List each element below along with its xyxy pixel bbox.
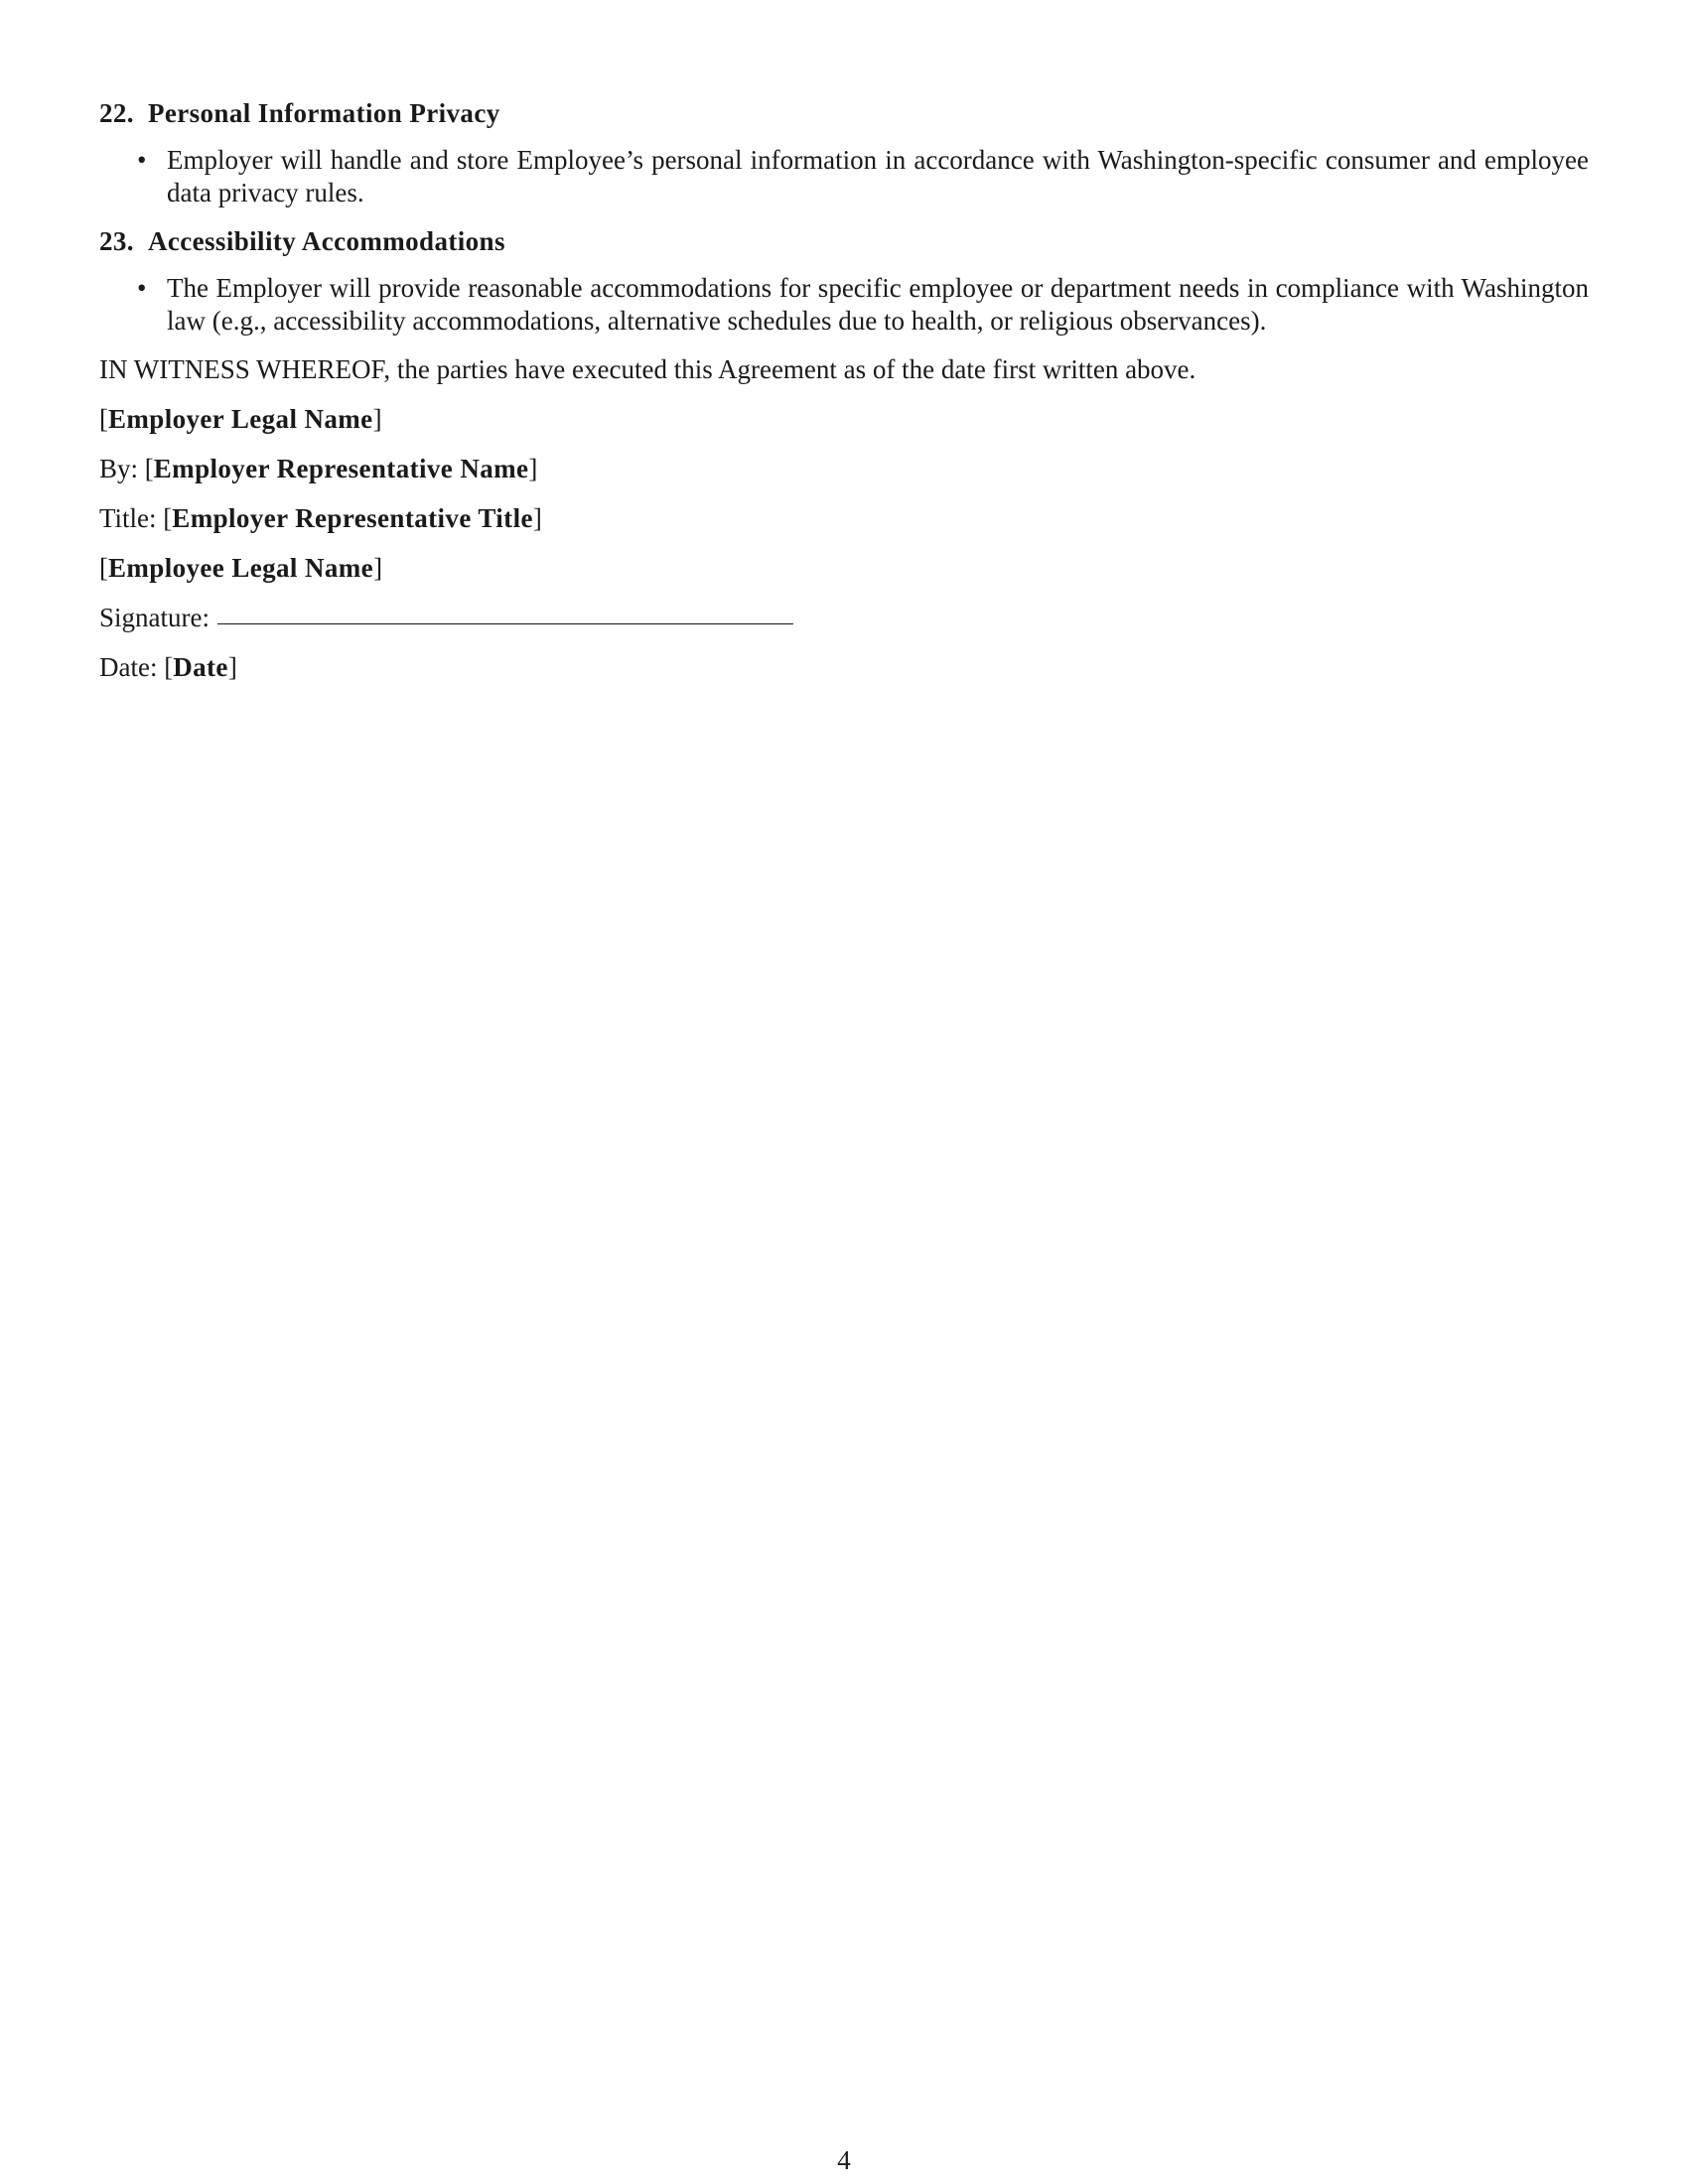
section-23-bullets (99, 272, 1589, 338)
bullet-text: Employer will handle and store Employee’s personal information in accordance with Washington-specific consumer and employee data privacy rules. (167, 145, 1589, 207)
employee-legal-name: Employee Legal Name (108, 553, 374, 583)
employer-representative-title: Employer Representative Title (172, 503, 533, 533)
employer-representative-name: Employer Representative Name (153, 454, 529, 483)
title-line: Title: [Employer Representative Title] (99, 503, 542, 533)
section-number: 23. (99, 226, 134, 256)
employee-name-line: [Employee Legal Name] (99, 553, 383, 583)
date-line: Date: [Date] (99, 652, 237, 682)
section-number: 22. (99, 98, 134, 128)
list-item (99, 144, 1589, 209)
section-22-heading (99, 97, 1589, 130)
document-page (99, 97, 1589, 701)
section-title: Accessibility Accommodations (147, 226, 505, 256)
section-22-bullets (99, 144, 1589, 209)
bullet-text: The Employer will provide reasonable accommodations for specific employee or department needs in compliance with Washington law (e.g., accessibility accommodations, alternative schedules due to health, or religious observances). (167, 273, 1589, 336)
section-title: Personal Information Privacy (147, 98, 500, 128)
bullet-icon: • (137, 145, 147, 175)
title-label: Title: (99, 503, 157, 533)
date-label: Date: (99, 652, 158, 682)
employer-legal-name: Employer Legal Name (108, 404, 373, 434)
witness-statement: IN WITNESS WHEREOF, the parties have executed this Agreement as of the date first written above. (99, 354, 1196, 384)
bullet-icon: • (137, 273, 147, 303)
employer-name-line: [Employer Legal Name] (99, 404, 382, 434)
signature-line (99, 602, 1589, 634)
date-value: Date (173, 652, 228, 682)
by-line: By: [Employer Representative Name] (99, 454, 538, 483)
page-number: 4 (837, 2145, 851, 2175)
section-23-heading (99, 225, 1589, 258)
signature-rule (217, 623, 793, 624)
list-item (99, 272, 1589, 338)
by-label: By: (99, 454, 139, 483)
signature-label: Signature: (99, 603, 210, 632)
